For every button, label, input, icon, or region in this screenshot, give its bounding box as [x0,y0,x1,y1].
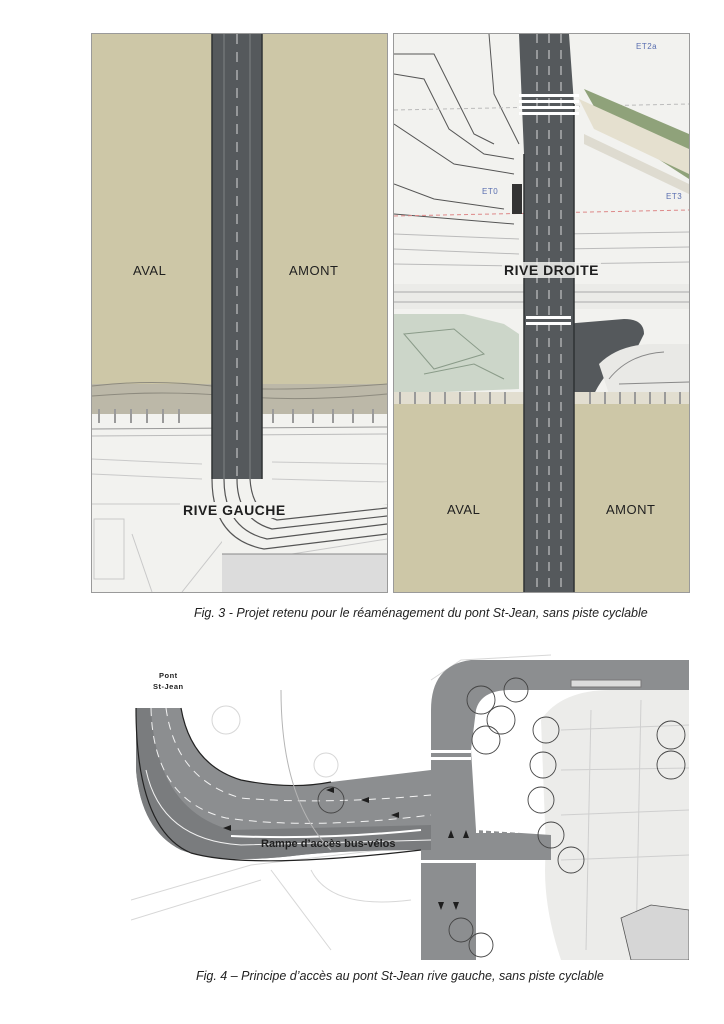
fig4-panel [131,650,689,960]
fig4-ramp-label: Rampe d’accès bus-vélos [261,838,396,850]
fig3-right-aval-label: AVAL [447,502,481,517]
fig3-rive-droite-label: RIVE DROITE [504,262,599,278]
fig4-pont-label-line2: St-Jean [153,682,184,691]
fig4-caption: Fig. 4 – Principe d’accès au pont St-Jean rive gauche, sans piste cyclable [196,969,604,983]
fig3-caption: Fig. 3 - Projet retenu pour le réaménagement du pont St-Jean, sans piste cyclable [194,606,648,620]
fig4-plan [131,650,689,960]
fig3-rive-gauche-label: RIVE GAUCHE [180,502,289,518]
fig3-code-et0: ET0 [482,187,499,196]
fig3-right-panel [393,33,690,593]
fig3-code-et2a: ET2a [636,42,658,51]
fig3-right-amont-label: AMONT [606,502,656,517]
fig4-pont-label-line1: Pont [159,671,178,680]
fig3-code-et3: ET3 [666,192,683,201]
fig3-left-panel [91,33,388,593]
fig3-left-amont-label: AMONT [289,263,339,278]
fig3-left-aval-label: AVAL [133,263,167,278]
